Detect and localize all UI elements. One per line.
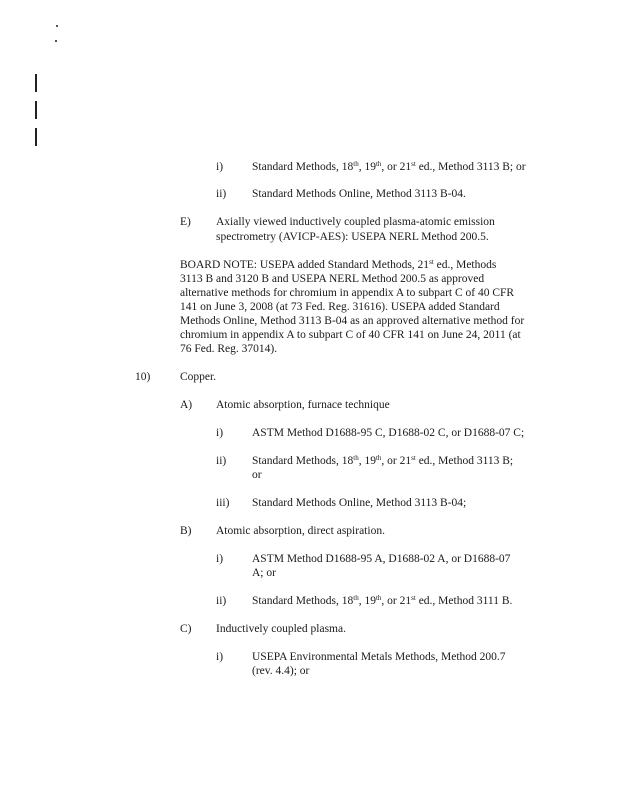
item-text: Atomic absorption, direct aspiration.: [216, 525, 385, 537]
item-text: A; or: [252, 567, 276, 579]
item-marker: ii): [216, 188, 227, 200]
board-note-line: Methods Online, Method 3113 B-04 as an approved alternative method for: [180, 315, 525, 327]
item-marker: C): [180, 623, 192, 635]
item-text: Standard Methods, 18th, 19th, or 21st ed., Method 3113 B; or: [252, 160, 526, 173]
revision-bar: [35, 74, 37, 92]
section-heading: Copper.: [180, 371, 217, 383]
item-marker: i): [216, 553, 224, 565]
item-text: USEPA Environmental Metals Methods, Method 200.7: [252, 651, 506, 663]
item-text: Standard Methods Online, Method 3113 B-04.: [252, 188, 466, 200]
item-text: ASTM Method D1688-95 C, D1688-02 C, or D1688-07 C;: [252, 427, 525, 439]
revision-bar: [35, 101, 37, 119]
item-marker: E): [180, 216, 191, 228]
item-marker: i): [216, 651, 224, 663]
item-marker: iii): [216, 497, 230, 509]
board-note-line: 3113 B and 3120 B and USEPA NERL Method 200.5 as approved: [180, 273, 485, 285]
item-text: Standard Methods Online, Method 3113 B-04;: [252, 497, 467, 509]
item-text: spectrometry (AVICP-AES): USEPA NERL Method 200.5.: [216, 231, 489, 243]
item-marker: A): [180, 399, 193, 411]
board-note-line: chromium in appendix A to subpart C of 40 CFR 141 on June 24, 2011 (at: [180, 329, 521, 341]
item-text: (rev. 4.4); or: [252, 665, 310, 677]
revision-bar: [35, 128, 37, 146]
item-marker: B): [180, 525, 192, 537]
item-text: Standard Methods, 18th, 19th, or 21st ed., Method 3113 B;: [252, 454, 514, 467]
item-text: Axially viewed inductively coupled plasma-atomic emission: [216, 216, 495, 228]
item-marker: i): [216, 427, 224, 439]
section-marker: 10): [135, 371, 151, 383]
board-note-line: BOARD NOTE: USEPA added Standard Methods, 21st ed., Methods: [180, 258, 497, 271]
scan-speck: [55, 40, 57, 42]
item-text: Atomic absorption, furnace technique: [216, 399, 390, 411]
board-note-line: 76 Fed. Reg. 37014).: [180, 343, 278, 355]
item-marker: ii): [216, 455, 227, 467]
board-note-line: alternative methods for chromium in appendix A to subpart C of 40 CFR: [180, 287, 515, 299]
item-marker: ii): [216, 595, 227, 607]
item-marker: i): [216, 161, 224, 173]
item-text: ASTM Method D1688-95 A, D1688-02 A, or D1688-07: [252, 553, 511, 565]
item-text: Inductively coupled plasma.: [216, 623, 346, 635]
board-note-line: 141 on June 3, 2008 (at 73 Fed. Reg. 31616). USEPA added Standard: [180, 301, 500, 313]
item-text: or: [252, 469, 262, 481]
scan-speck: [56, 25, 58, 27]
item-text: Standard Methods, 18th, 19th, or 21st ed., Method 3111 B.: [252, 594, 513, 607]
